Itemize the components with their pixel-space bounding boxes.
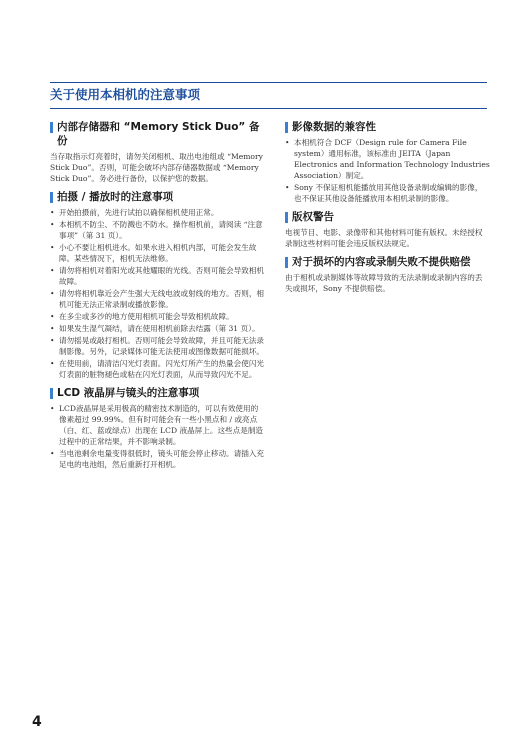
section-bar-marker (50, 122, 53, 133)
section-title: 版权警告 (292, 211, 334, 223)
section-image-compatibility (285, 120, 490, 204)
section-paragraph: 由于相机或录制媒体等故障导致的无法录制或录制内容的丢失或损坏，Sony 不提供赔偿。 (285, 273, 483, 293)
bullet-list (50, 403, 265, 470)
left-column (50, 120, 265, 476)
section-copyright-warning (285, 210, 490, 249)
list-item: • 本相机符合 DCF（Design rule for Camera File system）通用标准，该标准由 JEITA（Japan Electronics and Information Technology Industries Association）制定。 (285, 138, 490, 180)
section-memory-backup (50, 120, 265, 184)
right-column (285, 120, 490, 300)
bullet-list (50, 207, 265, 380)
list-item: • 在使用前，请清洁闪光灯表面。闪光灯所产生的热量会使闪光灯表面的脏物褪色或粘在闪光灯表面，从而导致闪光不足。 (50, 359, 265, 379)
bullet-icon: • (50, 324, 55, 333)
list-item: • 在多尘或多沙的地方使用相机可能会导致相机故障。 (50, 312, 234, 321)
list-item: • 请勿将相机靠近会产生强大无线电波或射线的地方。否则，相机可能无法正常录制或播放影像。 (50, 289, 265, 309)
list-item: • 小心不要让相机进水。如果水进入相机内部，可能会发生故障。某些情况下，相机无法维修。 (50, 243, 257, 263)
bullet-icon: • (50, 404, 55, 413)
list-item: • 请勿摇晃或敲打相机。否则可能会导致故障，并且可能无法录制影像。另外，记录媒体可能无法使用或图像数据可能损坏。 (50, 336, 265, 356)
bullet-icon: • (285, 183, 290, 192)
list-item: • 本相机不防尘、不防溅也不防水。操作相机前，请阅读 “注意事项”（第 31 页）。 (50, 220, 263, 240)
section-bar-marker (285, 122, 288, 133)
list-item: • 如果发生湿气凝结，请在使用相机前除去结露（第 31 页）。 (50, 324, 260, 333)
bullet-icon: • (50, 289, 55, 298)
section-bar-marker (50, 388, 53, 399)
bullet-icon: • (50, 359, 55, 368)
list-item: • 当电池剩余电量变得很低时，镜头可能会停止移动。请插入充足电的电池组，然后重新打开相机。 (50, 449, 265, 469)
bullet-icon: • (50, 336, 55, 345)
list-item: • Sony 不保证相机能播放用其他设备录制或编辑的影像，也不保证其他设备能播放用本相机录制的影像。 (285, 183, 483, 203)
section-bar-marker (285, 257, 288, 268)
bullet-icon: • (50, 243, 55, 252)
section-no-compensation (285, 255, 490, 294)
section-bar-marker (285, 212, 288, 223)
section-paragraph: 当存取指示灯亮着时，请勿关闭相机、取出电池组或 “Memory Stick Duo”。否则，可能会破坏内部存储器数据或 “Memory Stick Duo”。务必进行备份，以保护您的数据。 (50, 152, 263, 183)
bullet-icon: • (50, 449, 55, 458)
header-rule (50, 82, 487, 83)
bullet-icon: • (285, 138, 290, 147)
bullet-icon: • (50, 312, 55, 321)
section-shooting-playback (50, 190, 265, 380)
bullet-icon: • (50, 266, 55, 275)
list-item: • 开始拍摄前，先进行试拍以确保相机使用正常。 (50, 208, 219, 217)
section-lcd-lens (50, 386, 265, 470)
section-title: 对于损坏的内容或录制失败不提供赔偿 (292, 256, 471, 268)
page-title: 关于使用本相机的注意事项 (50, 87, 487, 109)
section-title: 影像数据的兼容性 (292, 121, 376, 133)
section-title: LCD 液晶屏与镜头的注意事项 (57, 387, 200, 399)
section-paragraph: 电视节目、电影、录像带和其他材料可能有版权。未经授权录制这些材料可能会违反版权法规定。 (285, 228, 483, 248)
section-title: 内部存储器和 “Memory Stick Duo” 备份 (57, 121, 260, 147)
list-item: • 请勿将相机对着阳光或其他耀眼的光线。否则可能会导致相机故障。 (50, 266, 265, 286)
list-item: • LCD液晶屏是采用极高的精密技术制造的，可以有效使用的像素超过 99.99%。但有时可能会有一些小黑点和 / 或亮点（白、红、蓝或绿点）出现在 LCD 液晶屏上。这些点是制造过程中的正常结果，并不影响录制。 (50, 404, 264, 446)
page-number: 4 (32, 714, 42, 730)
bullet-icon: • (50, 220, 55, 229)
bullet-list (285, 137, 490, 204)
section-title: 拍摄 / 播放时的注意事项 (57, 191, 174, 203)
bullet-icon: • (50, 208, 55, 217)
section-bar-marker (50, 192, 53, 203)
